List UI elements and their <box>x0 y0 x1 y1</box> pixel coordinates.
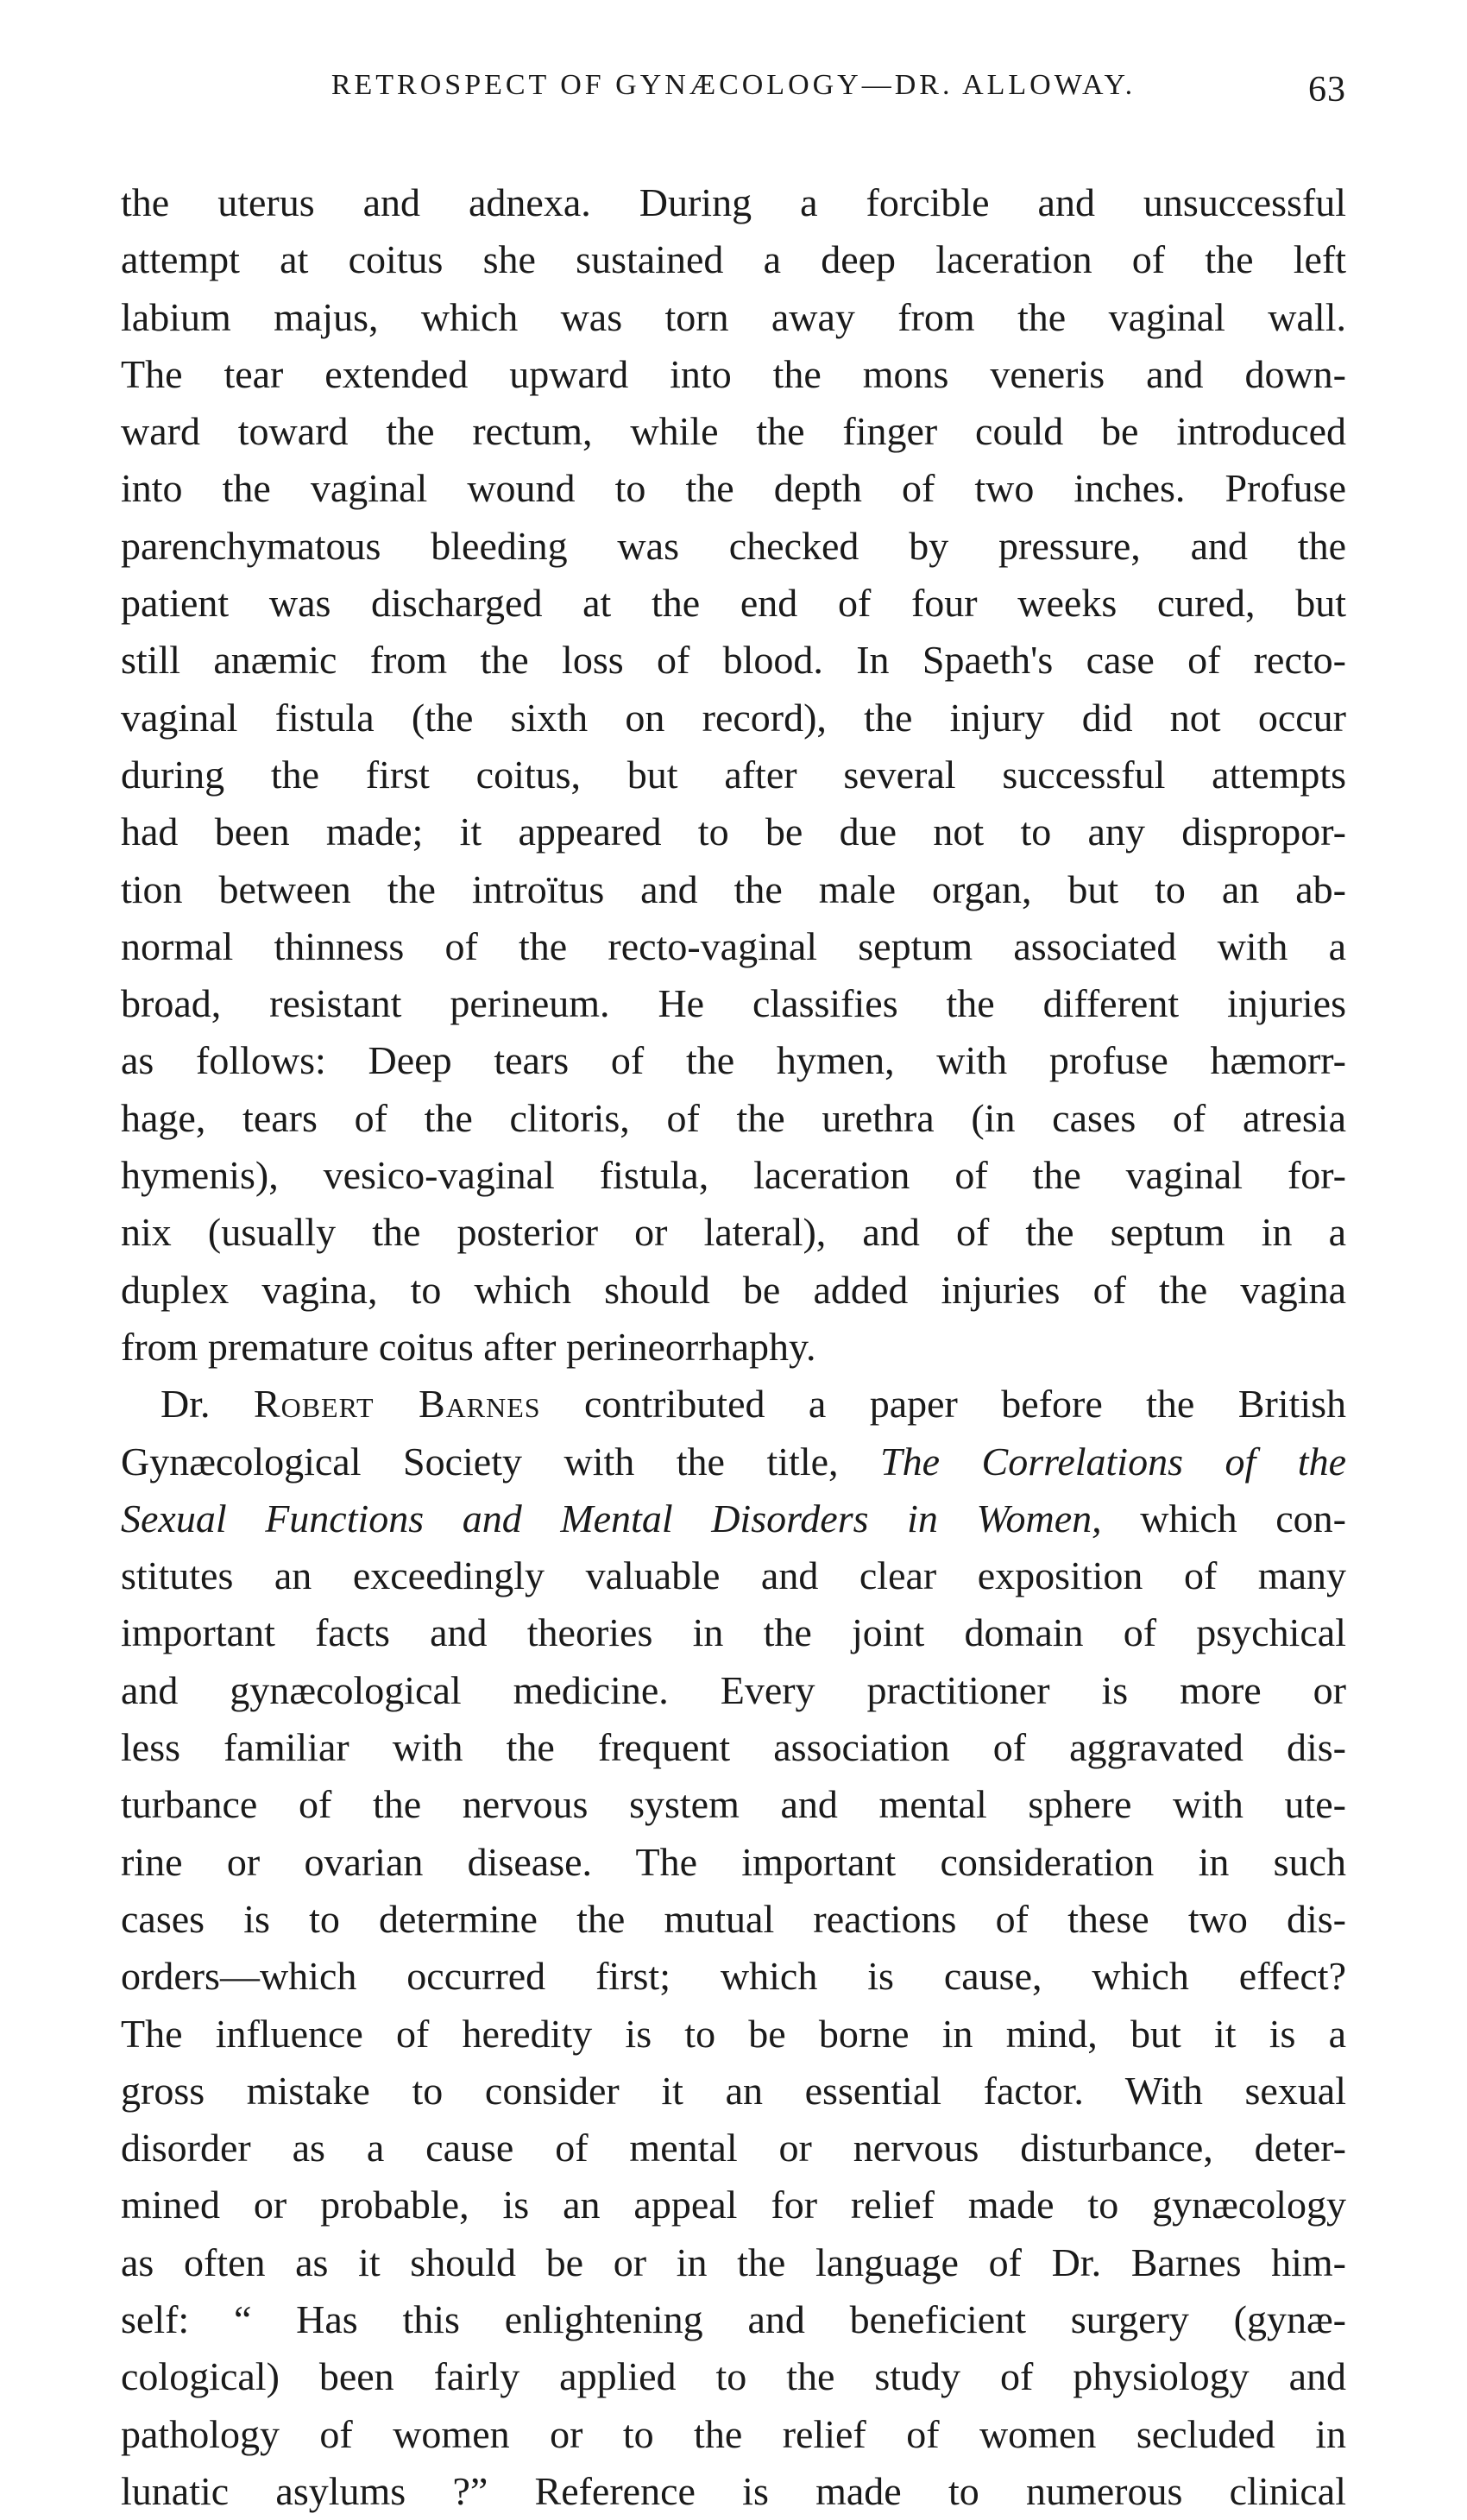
text-line: mined or probable, is an appeal for relief made to gynæcology <box>121 2183 1346 2227</box>
text-line: from premature coitus after perineorrhaphy. <box>121 1324 816 1369</box>
body-text <box>121 174 1346 2520</box>
text-line: hymenis), vesico-vaginal fistula, laceration of the vaginal for- <box>121 1153 1346 1198</box>
text-line: pathology of women or to the relief of women secluded in <box>121 2411 1346 2456</box>
text-line: broad, resistant perineum. He classifies the different injuries <box>121 981 1346 1026</box>
paper-title: The Correlations of the <box>880 1439 1346 1484</box>
running-title: RETROSPECT OF GYNÆCOLOGY—DR. ALLOWAY. <box>331 69 1136 101</box>
text-line: the uterus and adnexa. During a forcible and unsuccessful <box>121 180 1346 224</box>
text-line: important facts and theories in the joint domain of psychical <box>121 1610 1346 1655</box>
text-line: duplex vagina, to which should be added injuries of the vagina <box>121 1267 1346 1312</box>
honorific: Dr. <box>161 1382 254 1427</box>
text-line: lunatic asylums ?” Reference is made to numerous clinical <box>121 2468 1346 2513</box>
text-line: cases is to determine the mutual reactions of these two dis- <box>121 1896 1346 1941</box>
text-line: had been made; it appeared to be due not to any dispropor- <box>121 810 1346 854</box>
text-line: into the vaginal wound to the depth of two inches. Profuse <box>121 466 1346 511</box>
page-number: 63 <box>1308 70 1346 110</box>
text-line: orders—which occurred first; which is cause, which effect? <box>121 1954 1346 1999</box>
text-segment: contributed a paper before the British <box>540 1382 1346 1427</box>
running-head <box>121 69 1346 129</box>
text-line: tion between the introïtus and the male organ, but to an ab- <box>121 866 1346 911</box>
text-line: ward toward the rectum, while the finger could be introduced <box>121 409 1346 454</box>
text-line: labium majus, which was torn away from the vaginal wall. <box>121 294 1346 339</box>
text-line: normal thinness of the recto-vaginal septum associated with a <box>121 923 1346 968</box>
text-line: as often as it should be or in the language of Dr. Barnes him- <box>121 2240 1346 2284</box>
text-line: gross mistake to consider it an essential factor. With sexual <box>121 2068 1346 2113</box>
text-line: disorder as a cause of mental or nervous disturbance, deter- <box>121 2126 1346 2170</box>
text-line <box>121 1490 1346 1547</box>
text-line: as follows: Deep tears of the hymen, with profuse hæmorr- <box>121 1038 1346 1083</box>
text-line: rine or ovarian disease. The important consideration in such <box>121 1839 1346 1884</box>
paper-title-continued: Sexual Functions and Mental Disorders in Women, <box>121 1496 1102 1540</box>
text-line: hage, tears of the clitoris, of the urethra (in cases of atresia <box>121 1095 1346 1140</box>
text-line: The tear extended upward into the mons veneris and down- <box>121 351 1346 396</box>
text-line: patient was discharged at the end of four weeks cured, but <box>121 581 1346 626</box>
text-line: parenchymatous bleeding was checked by pressure, and the <box>121 523 1346 568</box>
text-line: and gynæcological medicine. Every practitioner is more or <box>121 1667 1346 1712</box>
text-line: nix (usually the posterior or lateral), and of the septum in a <box>121 1210 1346 1255</box>
author-name: Robert Barnes <box>253 1382 541 1427</box>
paragraph <box>121 1376 1346 2520</box>
text-line: The influence of heredity is to be borne in mind, but it is a <box>121 2011 1346 2056</box>
text-line <box>121 1376 1346 1433</box>
text-line: self: “ Has this enlightening and beneficient surgery (gynæ- <box>121 2296 1346 2341</box>
text-line: turbance of the nervous system and mental sphere with ute- <box>121 1782 1346 1827</box>
book-page <box>121 69 1346 2520</box>
text-line: cological) been fairly applied to the study of physiology and <box>121 2354 1346 2399</box>
text-segment: Gynæcological Society with the title, <box>121 1439 881 1484</box>
text-line: attempt at coitus she sustained a deep laceration of the left <box>121 237 1346 282</box>
text-line: less familiar with the frequent association of aggravated dis- <box>121 1725 1346 1770</box>
paragraph <box>121 174 1346 1376</box>
text-line: during the first coitus, but after several successful attempts <box>121 752 1346 797</box>
text-line: vaginal fistula (the sixth on record), the injury did not occur <box>121 695 1346 740</box>
text-line: stitutes an exceedingly valuable and clear exposition of many <box>121 1553 1346 1598</box>
text-line <box>121 1433 1346 1490</box>
text-segment: which con- <box>1101 1496 1346 1540</box>
text-line: still anæmic from the loss of blood. In Spaeth's case of recto- <box>121 638 1346 683</box>
